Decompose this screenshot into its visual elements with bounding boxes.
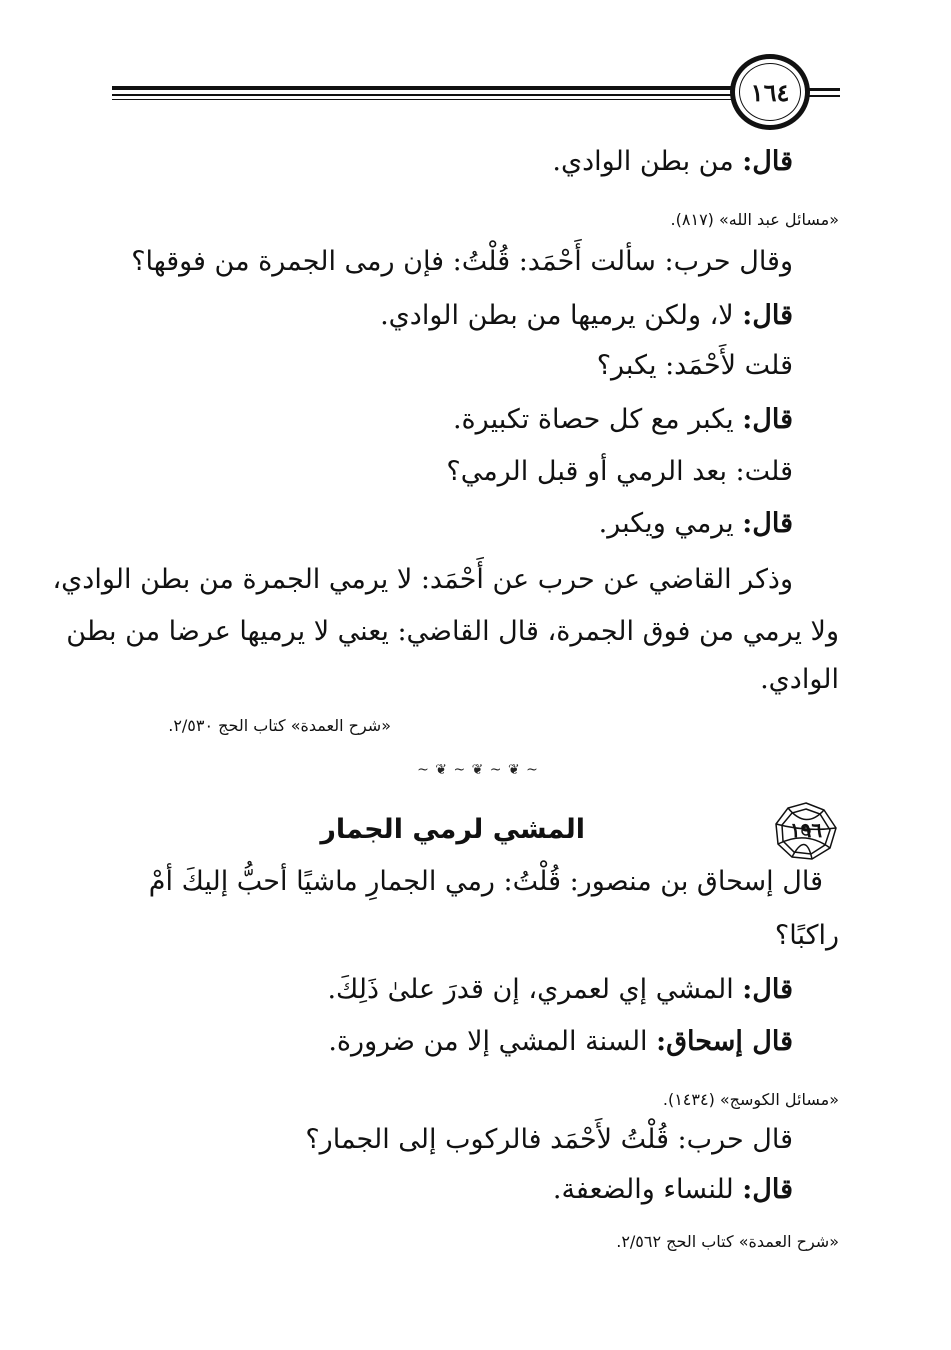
speaker-label: قال: (742, 1174, 793, 1205)
speaker-label: قال إسحاق: (656, 1026, 793, 1057)
text-line: قلت لأَحْمَد: يكبر؟ (596, 350, 793, 381)
text-line (328, 1022, 793, 1062)
header-rule (112, 94, 732, 96)
line-text: لا، ولكن يرميها من بطن الوادي. (380, 300, 743, 331)
header-rule (806, 88, 840, 91)
header-rule (112, 86, 732, 90)
text-line: ولا يرمي من فوق الجمرة، قال القاضي: يعني لا يرميها عرضا من بطن (66, 616, 839, 647)
speaker-label: قال: (742, 146, 793, 177)
text-line: وذكر القاضي عن حرب عن أَحْمَد: لا يرمي الجمرة من بطن الوادي، (52, 564, 793, 595)
header-rule (112, 99, 732, 100)
source-citation: «مسائل الكوسج» (١٤٣٤). (662, 1090, 839, 1109)
text-line: وقال حرب: سألت أَحْمَد: قُلْتُ: فإن رمى الجمرة من فوقها؟ (131, 246, 793, 277)
section-number: ١٩٦ (789, 818, 823, 842)
text-line: الوادي. (760, 664, 839, 695)
speaker-label: قال: (742, 508, 793, 539)
line-text: السنة المشي إلا من ضرورة. (328, 1026, 657, 1057)
text-line (552, 142, 793, 182)
text-line (453, 400, 793, 440)
line-text: يرمي ويكبر. (598, 508, 743, 539)
speaker-label: قال: (742, 300, 793, 331)
text-line: قلت: بعد الرمي أو قبل الرمي؟ (446, 456, 793, 487)
text-line (599, 504, 793, 544)
page-number: ١٦٤ (750, 77, 790, 107)
line-text: من بطن الوادي. (552, 146, 743, 177)
speaker-label: قال: (742, 404, 793, 435)
line-text: للنساء والضعفة. (552, 1174, 743, 1205)
text-line (327, 970, 793, 1010)
source-citation: «شرح العمدة» كتاب الحج ٢/٥٦٢. (616, 1232, 839, 1251)
line-text: يكبر مع كل حصاة تكبيرة. (452, 404, 743, 435)
speaker-label: قال: (742, 974, 793, 1005)
source-citation: «شرح العمدة» كتاب الحج ٢/٥٣٠. (168, 716, 391, 735)
text-line: قال إسحاق بن منصور: قُلْتُ: رمي الجمارِ ماشيًا أحبُّ إليكَ أمْ (148, 866, 823, 897)
header-rule (806, 95, 840, 97)
text-line: قال حرب: قُلْتُ لأَحْمَد فالركوب إلى الجمار؟ (305, 1124, 793, 1155)
section-title: المشي لرمي الجمار (320, 814, 585, 845)
page-number-badge (730, 54, 810, 130)
line-text: المشي إي لعمري، إن قدرَ علىٰ ذَلِكَ. (327, 974, 743, 1005)
text-line (380, 296, 793, 336)
ornament-divider: ~ ❦ ~ ❦ ~ ❦ ~ (417, 762, 539, 778)
text-line (553, 1170, 793, 1210)
source-citation: «مسائل عبد الله» (٨١٧). (670, 210, 839, 229)
text-line: راكبًا؟ (774, 920, 839, 951)
